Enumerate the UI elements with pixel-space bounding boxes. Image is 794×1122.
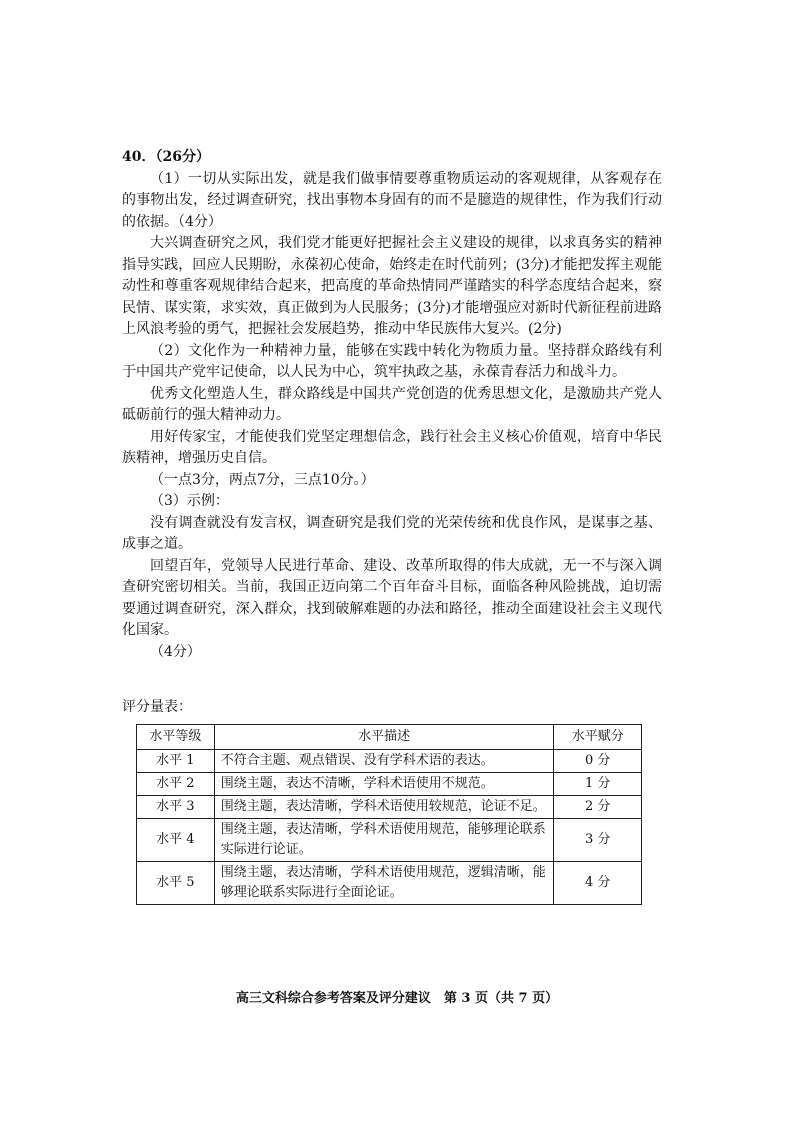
answer-paragraph-3: （2）文化作为一种精神力量，能够在实践中转化为物质力量。坚持群众路线有利于中国共产党牢记使命，以人民为中心，筑牢执政之基，永葆青春活力和战斗力。 <box>122 342 662 380</box>
header-score: 水平赋分 <box>554 725 642 750</box>
answer-section <box>122 147 662 663</box>
level-cell: 水平 4 <box>137 819 215 862</box>
score-cell: 3 分 <box>554 819 642 862</box>
answer-paragraph-5: 用好传家宝，才能使我们党坚定理想信念，践行社会主义核心价值观，培育中华民族精神，增强历史自信。 <box>122 428 662 466</box>
level-cell: 水平 5 <box>137 862 215 905</box>
rubric-table <box>136 724 642 905</box>
rubric-label: 评分量表： <box>122 699 192 715</box>
example-heading: （3）示例： <box>150 493 229 509</box>
table-row <box>137 773 642 796</box>
table-row <box>137 796 642 819</box>
header-description: 水平描述 <box>214 725 554 750</box>
answer-paragraph-4: 优秀文化塑造人生，群众路线是中国共产党创造的优秀思想文化，是激励共产党人砥砺前行的强大精神动力。 <box>122 385 662 423</box>
score-cell: 1 分 <box>554 773 642 796</box>
description-cell: 围绕主题，表达清晰，学科术语使用规范，能够理论联系实际进行论证。 <box>214 819 554 862</box>
score-cell: 0 分 <box>554 750 642 773</box>
rubric-header-row <box>137 725 642 750</box>
table-row <box>137 750 642 773</box>
level-cell: 水平 2 <box>137 773 215 796</box>
description-cell: 不符合主题、观点错误、没有学科术语的表达。 <box>214 750 554 773</box>
scoring-note: （一点3分，两点7分，三点10分。） <box>150 471 375 488</box>
header-level: 水平等级 <box>137 725 215 750</box>
example-paragraph-2: 回望百年，党领导人民进行革命、建设、改革所取得的伟大成就，无一不与深入调查研究密切相关。当前，我国正迈向第二个百年奋斗目标，面临各种风险挑战，迫切需要通过调查研究，深入群众，找到破解难题的办法和路径，推动全面建设社会主义现代化国家。 <box>122 557 662 638</box>
example-score: （4分） <box>150 643 201 660</box>
description-cell: 围绕主题，表达不清晰，学科术语使用不规范。 <box>214 773 554 796</box>
score-cell: 2 分 <box>554 796 642 819</box>
table-row <box>137 862 642 905</box>
description-cell: 围绕主题，表达清晰，学科术语使用较规范，论证不足。 <box>214 796 554 819</box>
level-cell: 水平 3 <box>137 796 215 819</box>
table-row <box>137 819 642 862</box>
level-cell: 水平 1 <box>137 750 215 773</box>
question-title: 40．（26分） <box>122 149 210 165</box>
page-footer: 高三文科综合参考答案及评分建议 第 3 页（共 7 页） <box>235 991 559 1006</box>
answer-paragraph-2: 大兴调查研究之风，我们党才能更好把握社会主义建设的规律，以求真务实的精神指导实践，回应人民期盼，永葆初心使命，始终走在时代前列；(3分)才能把发挥主观能动性和尊重客观规律结合起来，把高度的革命热情同严谨踏实的科学态度结合起来，察民情、谋实策，求实效，真正做到为人民服务；(3分)才能增强应对新时代新征程前进路上风浪考验的勇气，把握社会发展趋势，推动中华民族伟大复兴。(2分) <box>122 235 662 337</box>
answer-paragraph-1: （1）一切从实际出发，就是我们做事情要尊重物质运动的客观规律，从客观存在的事物出发，经过调查研究，找出事物本身固有的而不是臆造的规律性，作为我们行动的依据。（4分） <box>122 170 662 230</box>
example-paragraph-1: 没有调查就没有发言权，调查研究是我们党的光荣传统和优良作风，是谋事之基、成事之道。 <box>122 514 662 552</box>
score-cell: 4 分 <box>554 862 642 905</box>
description-cell: 围绕主题，表达清晰，学科术语使用规范，逻辑清晰，能够理论联系实际进行全面论证。 <box>214 862 554 905</box>
